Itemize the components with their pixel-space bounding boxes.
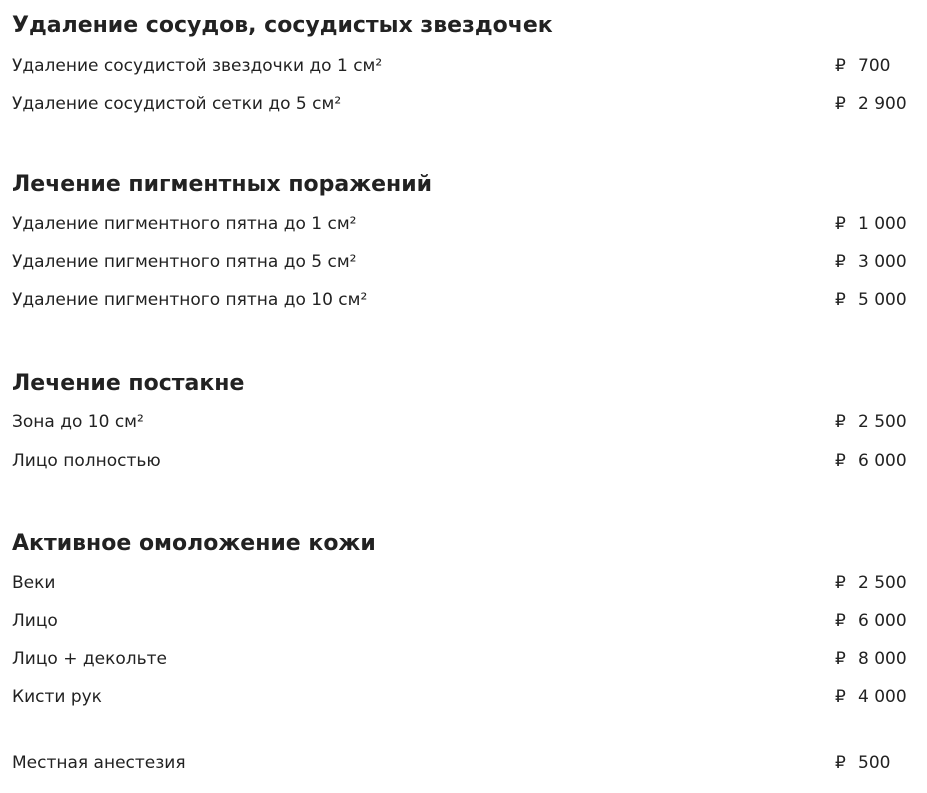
service-price bbox=[835, 409, 907, 435]
service-name: Лицо bbox=[12, 611, 58, 631]
ruble-icon: ₽ bbox=[835, 573, 846, 593]
section-title-vessels: Удаление сосудов, сосудистых звездочек bbox=[12, 13, 553, 38]
service-price bbox=[835, 684, 907, 710]
price-value: 700 bbox=[858, 56, 891, 76]
price-value: 2 500 bbox=[858, 573, 907, 593]
price-value: 2 900 bbox=[858, 94, 907, 114]
price-row bbox=[12, 287, 909, 313]
service-name: Удаление сосудистой звездочки до 1 см² bbox=[12, 56, 383, 76]
price-value: 5 000 bbox=[858, 290, 907, 310]
section-title-postacne: Лечение постакне bbox=[12, 371, 245, 396]
ruble-icon: ₽ bbox=[835, 611, 846, 631]
service-name: Удаление пигментного пятна до 10 см² bbox=[12, 290, 368, 310]
price-row bbox=[12, 448, 909, 474]
price-value: 8 000 bbox=[858, 649, 907, 669]
price-row bbox=[12, 91, 909, 117]
service-price bbox=[835, 448, 907, 474]
price-value: 4 000 bbox=[858, 687, 907, 707]
price-row bbox=[12, 211, 909, 237]
price-row bbox=[12, 646, 909, 672]
price-value: 1 000 bbox=[858, 214, 907, 234]
price-row bbox=[12, 53, 909, 79]
price-value: 6 000 bbox=[858, 451, 907, 471]
ruble-icon: ₽ bbox=[835, 94, 846, 114]
service-price bbox=[835, 570, 907, 596]
price-row-anesthesia bbox=[12, 750, 909, 776]
price-value: 2 500 bbox=[858, 412, 907, 432]
service-price bbox=[835, 750, 890, 776]
ruble-icon: ₽ bbox=[835, 451, 846, 471]
ruble-icon: ₽ bbox=[835, 290, 846, 310]
section-title-pigment: Лечение пигментных поражений bbox=[12, 172, 433, 197]
ruble-icon: ₽ bbox=[835, 56, 846, 76]
price-value: 3 000 bbox=[858, 252, 907, 272]
service-name: Веки bbox=[12, 573, 56, 593]
service-name: Лицо полностью bbox=[12, 451, 161, 471]
service-name: Кисти рук bbox=[12, 687, 102, 707]
price-row bbox=[12, 249, 909, 275]
service-name: Удаление пигментного пятна до 1 см² bbox=[12, 214, 357, 234]
service-price bbox=[835, 211, 907, 237]
service-price bbox=[835, 249, 907, 275]
service-name: Зона до 10 см² bbox=[12, 412, 144, 432]
ruble-icon: ₽ bbox=[835, 687, 846, 707]
ruble-icon: ₽ bbox=[835, 252, 846, 272]
service-price bbox=[835, 608, 907, 634]
price-value: 6 000 bbox=[858, 611, 907, 631]
ruble-icon: ₽ bbox=[835, 412, 846, 432]
service-name: Удаление сосудистой сетки до 5 см² bbox=[12, 94, 342, 114]
section-title-rejuvenation: Активное омоложение кожи bbox=[12, 531, 376, 556]
price-row bbox=[12, 409, 909, 435]
service-price bbox=[835, 91, 907, 117]
service-price bbox=[835, 53, 890, 79]
price-value: 500 bbox=[858, 753, 891, 773]
service-price bbox=[835, 287, 907, 313]
service-name: Удаление пигментного пятна до 5 см² bbox=[12, 252, 357, 272]
service-name: Лицо + декольте bbox=[12, 649, 167, 669]
service-name: Местная анестезия bbox=[12, 753, 186, 773]
service-price bbox=[835, 646, 907, 672]
price-row bbox=[12, 608, 909, 634]
ruble-icon: ₽ bbox=[835, 649, 846, 669]
price-row bbox=[12, 684, 909, 710]
ruble-icon: ₽ bbox=[835, 214, 846, 234]
ruble-icon: ₽ bbox=[835, 753, 846, 773]
price-row bbox=[12, 570, 909, 596]
